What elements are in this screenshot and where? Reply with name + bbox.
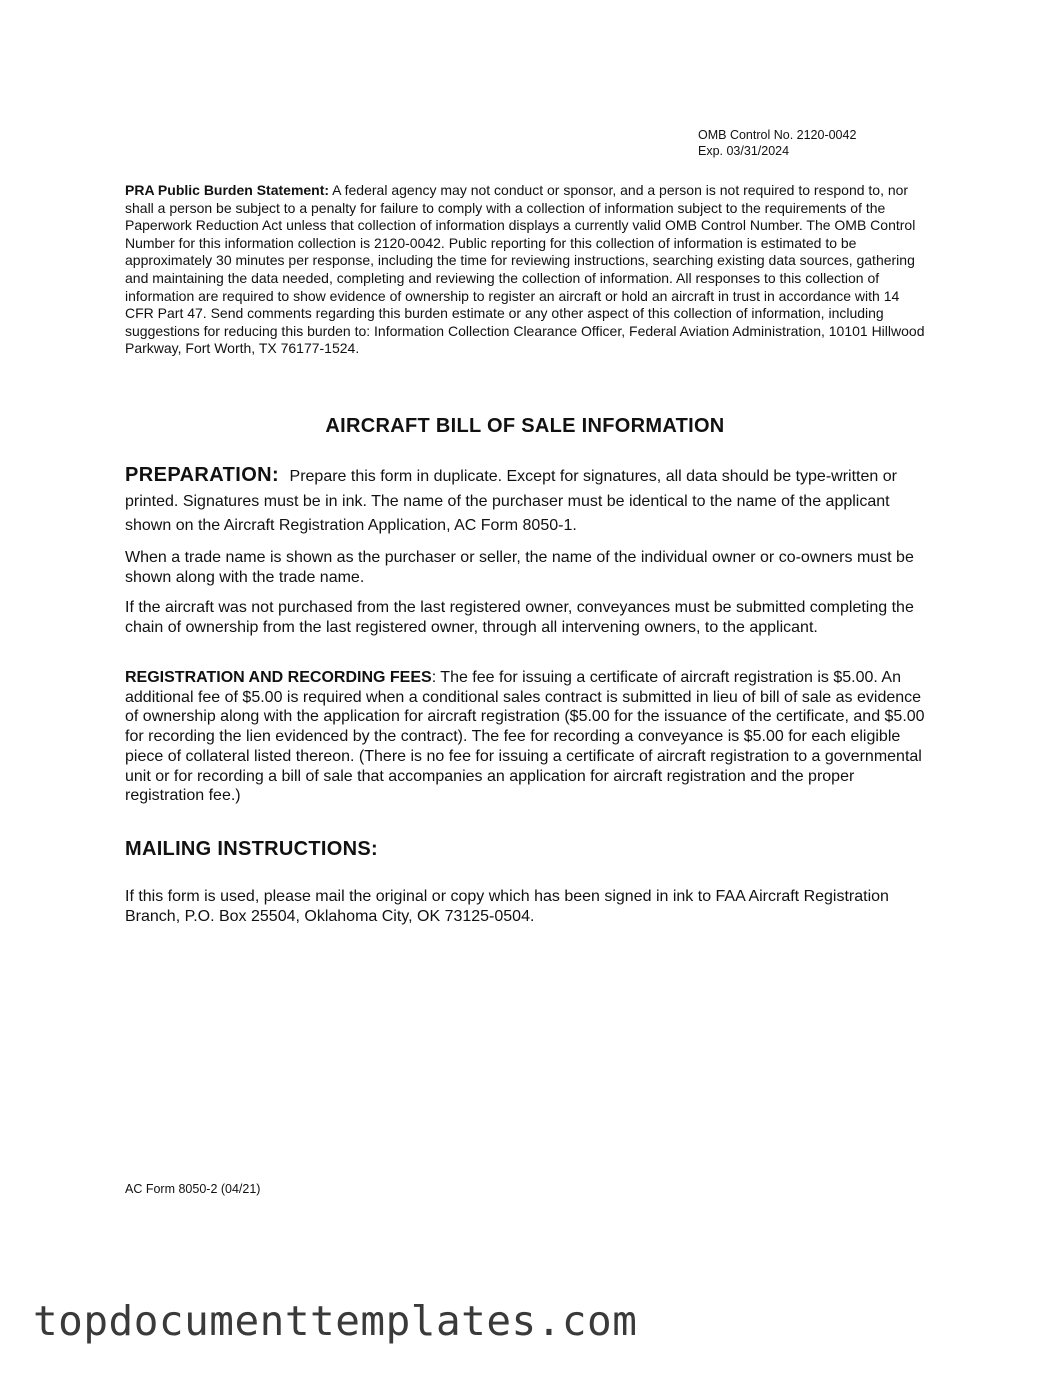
omb-control-block bbox=[698, 127, 856, 159]
trade-name-paragraph: When a trade name is shown as the purchaser or seller, the name of the individual owner or co-owners must be shown along with the trade name. bbox=[125, 549, 914, 586]
expiration-date: Exp. 03/31/2024 bbox=[698, 144, 790, 158]
pra-label: PRA Public Burden Statement: bbox=[125, 182, 330, 198]
pra-text: A federal agency may not conduct or sponsor, and a person is not required to respond to, nor shall a person be subject to a penalty for failure to comply with a collection of information subject to the requirements of the Paperwork Reduction Act unless that collection of information displays a currently valid OMB Control Number. The OMB Control Number for this information collection is 2120-0042. Public reporting for this collection of information is estimated to be approximately 30 minutes per response, including the time for reviewing instructions, searching existing data sources, gathering and maintaining the data needed, completing and reviewing the collection of information. All responses to this collection of information are required to show evidence of ownership to register an aircraft or hold an aircraft in trust in accordance with 14 CFR Part 47. Send comments regarding this burden estimate or any other aspect of this collection of information, including suggestions for reducing this burden to: Information Collection Clearance Officer, Federal Aviation Administration, 10101 Hillwood Parkway, Fort Worth, TX 76177-1524. bbox=[125, 182, 925, 357]
fees-paragraph bbox=[125, 668, 925, 806]
fees-label: REGISTRATION AND RECORDING FEES bbox=[125, 669, 432, 686]
pra-burden-statement bbox=[125, 182, 925, 358]
form-number: AC Form 8050-2 (04/21) bbox=[125, 1182, 261, 1196]
preparation-paragraph bbox=[125, 463, 925, 539]
mailing-instructions-heading: MAILING INSTRUCTIONS: bbox=[125, 838, 378, 860]
preparation-label: PREPARATION: bbox=[125, 464, 280, 486]
fees-text: : The fee for issuing a certificate of aircraft registration is $5.00. An additional fee of $5.00 is required when a conditional sales contract is submitted in lieu of bill of sale as evidence of ownership along with the application for aircraft registration ($5.00 for the issuance of the certificate, and $5.00 for recording the lien evidenced by the contract). The fee for recording a conveyance is $5.00 for each eligible piece of collateral listed thereon. (There is no fee for issuing a certificate of aircraft registration to a governmental unit or for recording a bill of sale that accompanies an application for aircraft registration and the proper registration fee.) bbox=[125, 669, 925, 805]
page-title: AIRCRAFT BILL OF SALE INFORMATION bbox=[325, 415, 725, 437]
mailing-instructions-text: If this form is used, please mail the original or copy which has been signed in ink to FAA Aircraft Registration Branch, P.O. Box 25504, Oklahoma City, OK 73125-0504. bbox=[125, 888, 889, 925]
watermark: topdocumenttemplates.com bbox=[33, 1297, 638, 1345]
preparation-text: Prepare this form in duplicate. Except for signatures, all data should be type-written or printed. Signatures must be in ink. The name of the purchaser must be identical to the name of the applicant shown on the Aircraft Registration Application, AC Form 8050-1. bbox=[125, 468, 897, 534]
omb-control-number: OMB Control No. 2120-0042 bbox=[698, 128, 857, 142]
chain-of-ownership-paragraph: If the aircraft was not purchased from the last registered owner, conveyances must be submitted completing the chain of ownership from the last registered owner, through all intervening owners, to the applicant. bbox=[125, 599, 914, 636]
